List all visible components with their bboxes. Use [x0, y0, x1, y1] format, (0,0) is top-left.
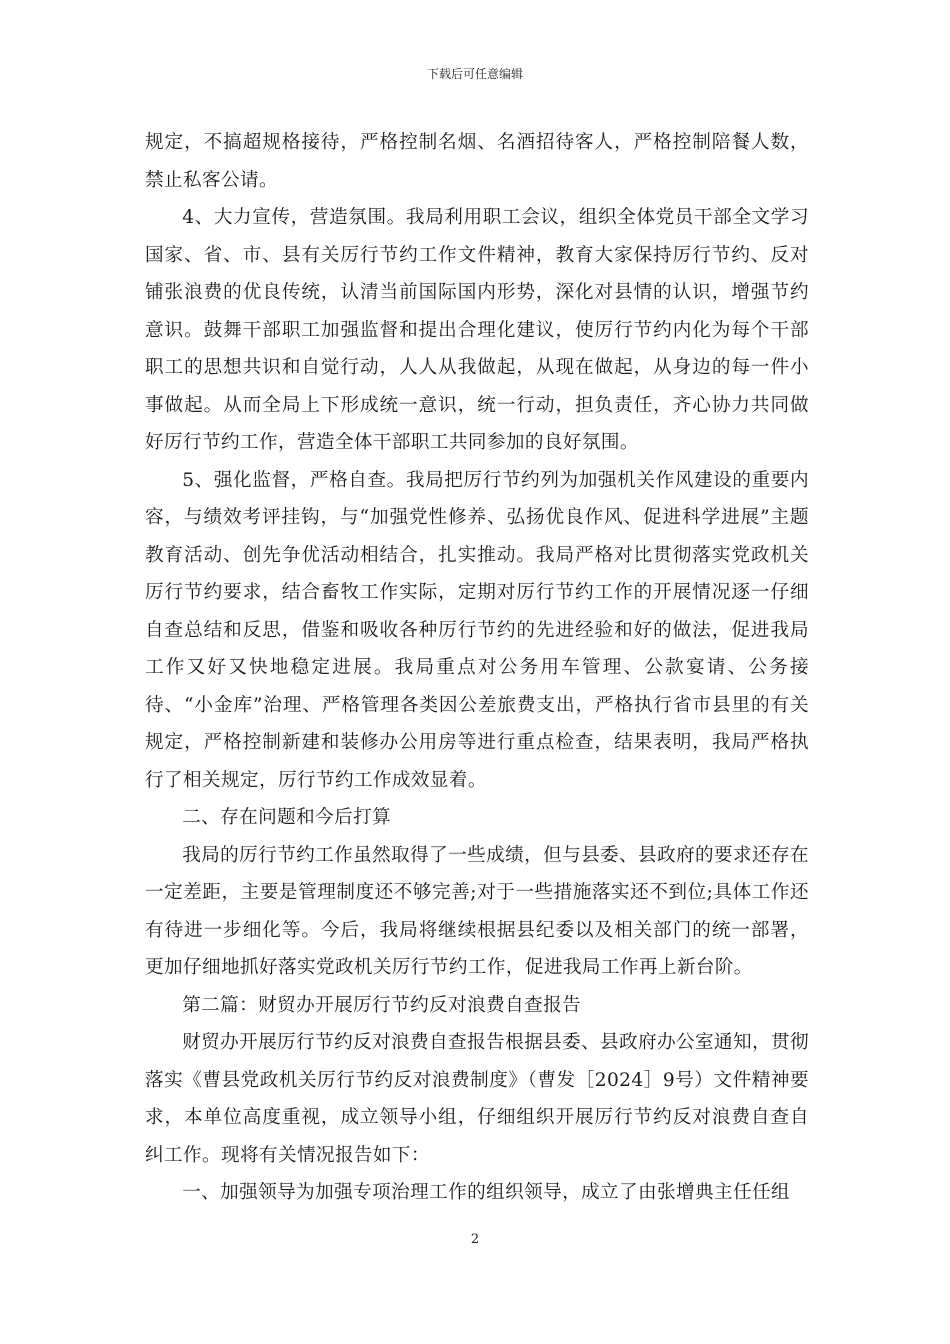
paragraph: 5、强化监督，严格自查。我局把厉行节约列为加强机关作风建设的重要内容，与绩效考评挂钩，与“加强党性修养、弘扬优良作风、促进科学进展”主题教育活动、创先争优活动相结合，扎实推动。我局严格对比贯彻落实党政机关厉行节约要求，结合畜牧工作实际，定期对厉行节约工作的开展情况逐一仔细自查总结和反思，借鉴和吸收各种厉行节约的先进经验和好的做法，促进我局工作又好又快地稳定进展。我局重点对公务用车管理、公款宴请、公务接待、“小金库”治理、严格管理各类因公差旅费支出，严格执行省市县里的有关规定，严格控制新建和装修办公用房等进行重点检查，结果表明，我局严格执行了相关规定，厉行节约工作成效显着。	[145, 469, 809, 791]
paragraph: 4、大力宣传，营造氛围。我局利用职工会议，组织全体党员干部全文学习国家、省、市、县有关厉行节约工作文件精神，教育大家保持厉行节约、反对铺张浪费的优良传统，认清当前国际国内形势，深化对县情的认识，增强节约意识。鼓舞干部职工加强监督和提出合理化建议，使厉行节约内化为每个干部职工的思想共识和自觉行动，人人从我做起，从现在做起，从身边的每一件小事做起。从而全局上下形成统一意识，统一行动，担负责任，齐心协力共同做好厉行节约工作，营造全体干部职工共同参加的良好氛围。	[145, 207, 809, 453]
document-body	[145, 124, 809, 1212]
paragraph: 财贸办开展厉行节约反对浪费自查报告根据县委、县政府办公室通知，贯彻落实《曹县党政机关厉行节约反对浪费制度》（曹发［2024］9号）文件精神要求，本单位高度重视，成立领导小组，仔细组织开展厉行节约反对浪费自查自纠工作。现将有关情况报告如下：	[145, 1032, 809, 1166]
section-heading: 二、存在问题和今后打算	[182, 807, 392, 828]
page-number: 2	[470, 1232, 480, 1247]
page-header: 下载后可任意编辑	[426, 67, 523, 81]
paragraph: 我局的厉行节约工作虽然取得了一些成绩，但与县委、县政府的要求还存在一定差距，主要是管理制度还不够完善;对于一些措施落实还不到位;具体工作还有待进一步细化等。今后，我局将继续根据县纪委以及相关部门的统一部署，更加仔细地抓好落实党政机关厉行节约工作，促进我局工作再上新台阶。	[145, 844, 809, 978]
paragraph: 一、加强领导为加强专项治理工作的组织领导，成立了由张增典主任任组	[182, 1182, 790, 1203]
section-heading: 第二篇：财贸办开展厉行节约反对浪费自查报告	[182, 994, 582, 1016]
paragraph: 规定，不搞超规格接待，严格控制名烟、名酒招待客人，严格控制陪餐人数，禁止私客公请。	[145, 132, 809, 191]
